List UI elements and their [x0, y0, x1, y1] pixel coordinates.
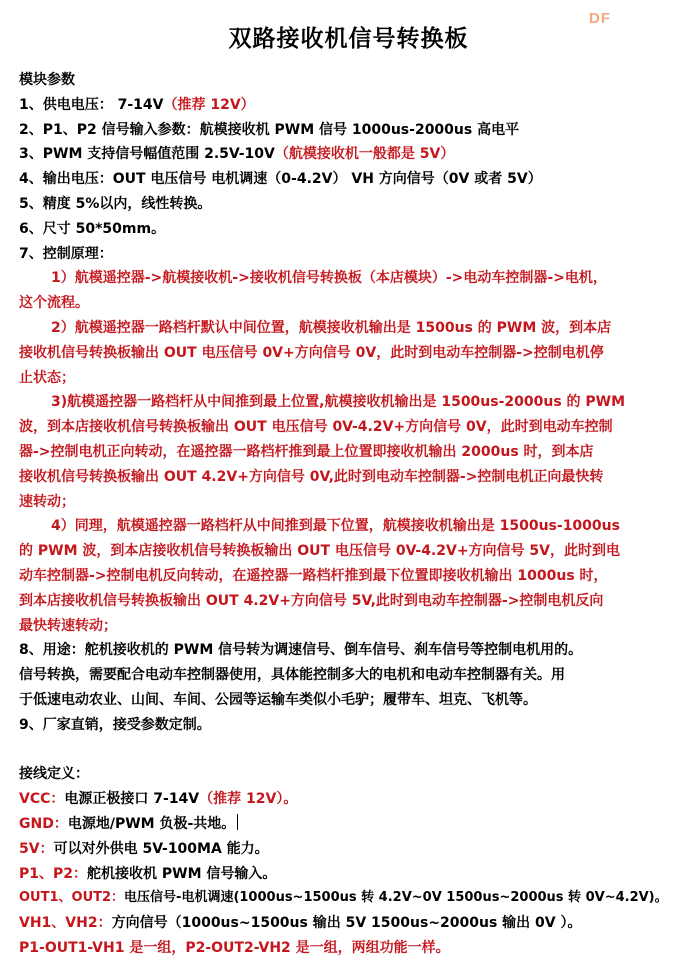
principle-4-line-2: 的 PWM 波，到本店接收机信号转换板输出 OUT 电压信号 0V-4.2V+方向信号 5V，此时到电: [19, 543, 621, 560]
principle-3-line-2: 波，到本店接收机信号转换板输出 OUT 电压信号 0V-4.2V+方向信号 0V，此时到电动车控制: [19, 419, 613, 436]
usage-line-3: 于低速电动农业、山间、车间、公园等运输车类似小毛驴；履带车、坦克、飞机等。: [19, 691, 537, 708]
param-2: 2、P1、P2 信号输入参数：航模接收机 PWM 信号 1000us-2000us 高电平: [19, 121, 520, 138]
wiring-5v-text: 可以对外供电 5V-100MA 能力。: [53, 840, 269, 857]
wiring-vh-text: 方向信号（1000us~1500us 输出 5V 1500us~2000us 输出 0V ）。: [111, 915, 582, 932]
param-5: 5、精度 5%以内，线性转换。: [19, 195, 212, 212]
param-7: 7、控制原理：: [19, 245, 113, 262]
principle-3-line-1: 3)航模遥控器一路档杆从中间推到最上位置,航模接收机输出是 1500us-2000us 的 PWM: [51, 394, 626, 411]
wiring-group-note: P1-OUT1-VH1 是一组，P2-OUT2-VH2 是一组，两组功能一样。: [19, 939, 450, 956]
principle-4-line-5: 最快转速转动；: [19, 617, 117, 634]
page-title: 双路接收机信号转换板: [228, 25, 469, 52]
wiring-5v: [19, 837, 689, 862]
wiring-vcc-text: 电源正极接口 7-14V: [64, 791, 200, 808]
principle-2-line-1: 2）航模遥控器一路档杆默认中间位置，航模接收机输出是 1500us 的 PWM 波，到本店: [51, 319, 612, 336]
wiring-5v-label: 5V：: [19, 840, 54, 857]
wiring-p1p2: [19, 862, 689, 887]
document-body: [19, 68, 689, 961]
section-gap: [19, 738, 689, 763]
wiring-p1p2-text: 舵机接收机 PWM 信号输入。: [87, 865, 277, 882]
param-9: 9、厂家直销，接受参数定制。: [19, 716, 211, 733]
param-4: 4、输出电压：OUT 电压信号 电机调速（0-4.2V） VH 方向信号（0V 或者 5V）: [19, 171, 542, 188]
wiring-heading: 接线定义：: [19, 766, 89, 783]
principle-3-line-3: 器->控制电机正向转动，在遥控器一路档杆推到最上位置即接收机输出 2000us 时，到本店: [19, 443, 594, 460]
principle-4-line-3: 动车控制器->控制电机反向转动，在遥控器一路档杆推到最下位置即接收机输出 1000us 时，: [19, 567, 608, 584]
usage-line-2: 信号转换，需要配合电动车控制器使用，具体能控制多大的电机和电动车控制器有关。用: [19, 667, 565, 684]
wiring-gnd-label: GND：: [19, 815, 68, 832]
wiring-vcc: [19, 787, 689, 812]
principle-4-line-1: 4）同理，航模遥控器一路档杆从中间推到最下位置，航模接收机输出是 1500us-1000us: [51, 518, 620, 535]
wiring-out-text: 电压信号-电机调速(1000us~1500us 转 4.2V~0V 1500us~2000us 转 0V~4.2V)。: [124, 890, 668, 906]
usage-line-1: 8、用途：舵机接收机的 PWM 信号转为调速信号、倒车信号、刹车信号等控制电机用的。: [19, 642, 583, 659]
principle-4-line-4: 到本店接收机信号转换板输出 OUT 4.2V+方向信号 5V,此时到电动车控制器->控制电机反向: [19, 592, 604, 609]
wiring-vcc-note: （推荐 12V）。: [199, 791, 298, 808]
principle-2-line-3: 止状态；: [19, 369, 75, 386]
principle-3-line-5: 速转动；: [19, 493, 75, 510]
param-3-text: 3、PWM 支持信号幅值范围 2.5V-10V: [19, 146, 275, 163]
params-heading: 模块参数: [19, 72, 75, 88]
wiring-vcc-label: VCC：: [19, 791, 65, 808]
param-1-text: 1、供电电压： 7-14V: [19, 96, 164, 113]
wiring-out-label: OUT1、OUT2：: [19, 890, 125, 906]
text-cursor: [237, 814, 238, 830]
wiring-out: [19, 886, 689, 911]
param-1-note: （推荐 12V）: [163, 96, 255, 113]
wiring-gnd-text: 电源地/PWM 负极-共地。: [67, 815, 236, 832]
principle-1-line-1: 1）航模遥控器->航模接收机->接收机信号转换板（本店模块）->电动车控制器->电机，: [51, 270, 607, 287]
wiring-gnd: [19, 812, 689, 837]
principle-2-line-2: 接收机信号转换板输出 OUT 电压信号 0V+方向信号 0V，此时到电动车控制器->控制电机停: [19, 344, 604, 361]
wiring-vh-label: VH1、VH2：: [19, 915, 112, 932]
wiring-vh: [19, 911, 689, 936]
brand-logo: DF: [589, 10, 611, 27]
param-3: [19, 142, 689, 167]
param-6: 6、尺寸 50*50mm。: [19, 220, 166, 237]
param-1: [19, 93, 689, 118]
principle-1-line-2: 这个流程。: [19, 295, 89, 312]
wiring-p1p2-label: P1、P2：: [19, 865, 88, 882]
principle-3-line-4: 接收机信号转换板输出 OUT 4.2V+方向信号 0V,此时到电动车控制器->控制电机正向最快转: [19, 468, 604, 485]
param-3-note: （航模接收机一般都是 5V）: [274, 146, 455, 163]
